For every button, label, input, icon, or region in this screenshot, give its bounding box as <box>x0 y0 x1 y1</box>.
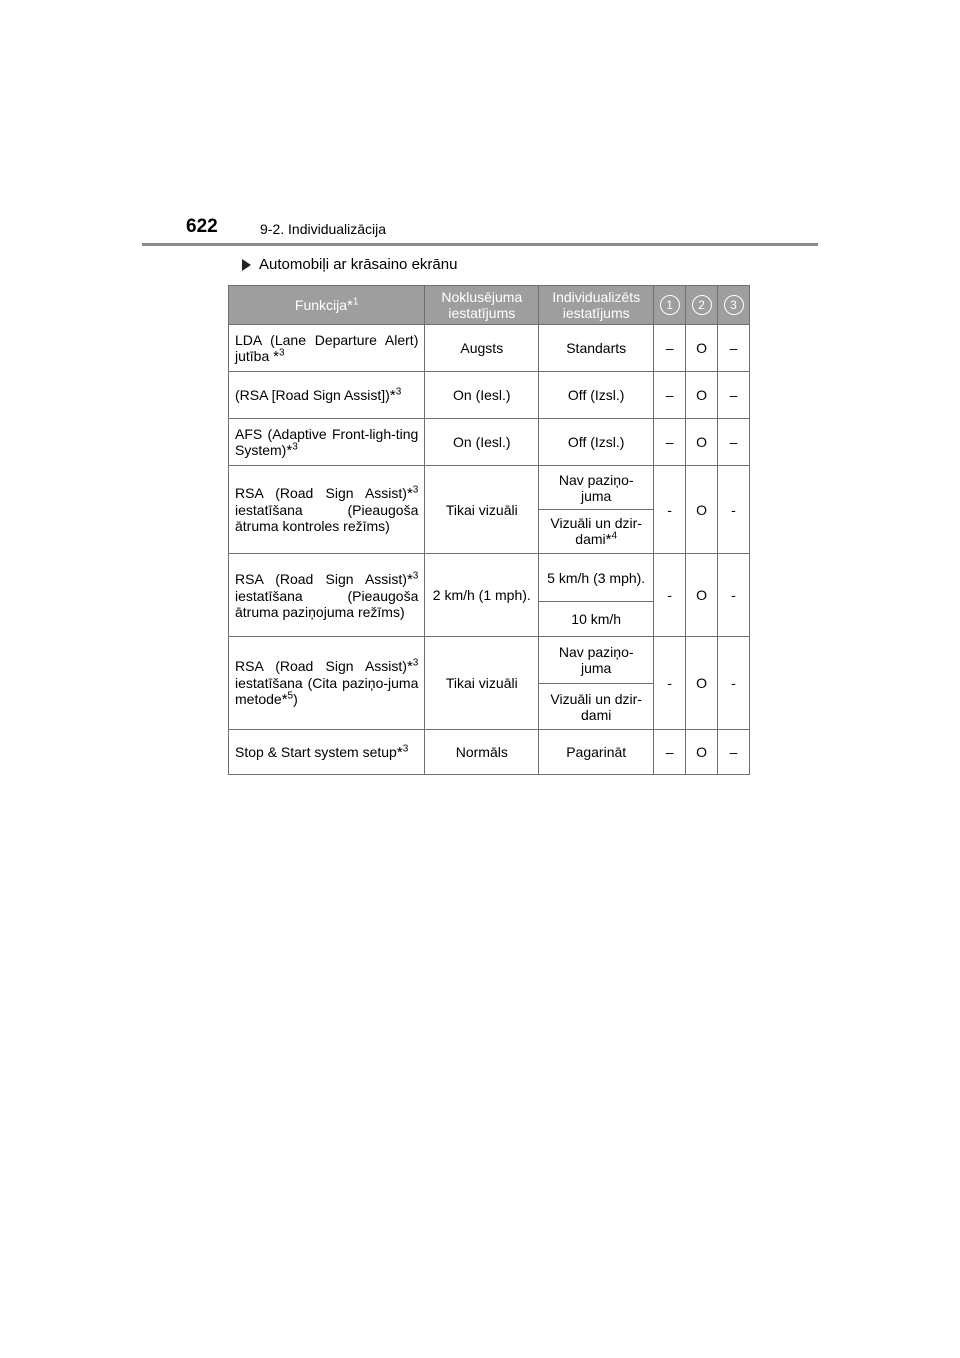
asterisk-icon: * <box>406 485 413 502</box>
subheading-text: Automobiļi ar krāsaino ekrānu <box>259 256 458 273</box>
custom-cell: Standarts <box>539 325 654 372</box>
header-col-3 <box>718 286 750 325</box>
function-cell: RSA (Road Sign Assist)*$^3$ iestatīšana (Pieaugoša ātruma paziņojuma režīms) <box>229 554 425 637</box>
col3-cell: - <box>718 554 750 637</box>
asterisk-icon: * <box>605 531 612 548</box>
col2-cell: O <box>686 466 718 554</box>
col1-cell: - <box>654 554 686 637</box>
table-header-row <box>229 286 750 325</box>
circled-number-icon: 2 <box>692 295 712 315</box>
col2-cell: O <box>686 372 718 419</box>
asterisk-icon: * <box>406 570 413 588</box>
col1-cell: – <box>654 372 686 419</box>
table-row <box>229 730 750 775</box>
default-cell: Augsts <box>425 325 539 372</box>
function-cell: LDA (Lane Departure Alert) jutība *$^3$ <box>229 325 425 372</box>
section-title: 9-2. Individualizācija <box>260 221 387 237</box>
col1-cell: - <box>654 466 686 554</box>
function-cell: Stop & Start system setup*$^3$ <box>229 730 425 775</box>
asterisk-icon: * <box>406 658 413 675</box>
table-row <box>229 466 750 510</box>
col3-cell: - <box>718 637 750 730</box>
custom-cell: 5 km/h (3 mph). <box>539 554 654 602</box>
table-row <box>229 372 750 419</box>
custom-cell: Pagarināt <box>539 730 654 775</box>
custom-cell: Off (Izsl.) <box>539 419 654 466</box>
col3-cell: – <box>718 419 750 466</box>
settings-table <box>228 285 750 775</box>
function-cell: AFS (Adaptive Front-ligh-ting System)*$^3$ <box>229 419 425 466</box>
table-row <box>229 637 750 684</box>
asterisk-icon: * <box>347 296 353 314</box>
default-cell: Normāls <box>425 730 539 775</box>
function-cell: RSA (Road Sign Assist)*$^3$ iestatīšana (Pieaugoša ātruma kontroles režīms) <box>229 466 425 554</box>
subheading <box>242 256 457 273</box>
col3-cell: - <box>718 466 750 554</box>
default-cell: 2 km/h (1 mph). <box>425 554 539 637</box>
col3-cell: – <box>718 730 750 775</box>
table-row <box>229 554 750 602</box>
page-number: 622 <box>186 216 218 237</box>
circled-number-icon: 3 <box>724 295 744 315</box>
custom-cell: Vizuāli un dzir-dami*$^4$ <box>539 510 654 554</box>
asterisk-icon: * <box>389 386 396 404</box>
default-cell: Tikai vizuāli <box>425 637 539 730</box>
custom-cell: Off (Izsl.) <box>539 372 654 419</box>
custom-cell: Nav paziņo-juma <box>539 637 654 684</box>
triangle-bullet-icon <box>242 259 251 271</box>
asterisk-icon: * <box>273 347 279 365</box>
default-cell: On (Iesl.) <box>425 419 539 466</box>
col2-cell: O <box>686 325 718 372</box>
default-cell: On (Iesl.) <box>425 372 539 419</box>
header-col-1 <box>654 286 686 325</box>
custom-cell: Nav paziņo-juma <box>539 466 654 510</box>
col2-cell: O <box>686 730 718 775</box>
header-col-2 <box>686 286 718 325</box>
header-custom: Individualizēts iestatījums <box>539 286 654 325</box>
header-function: Funkcija*$^1$ <box>229 286 425 325</box>
col2-cell: O <box>686 637 718 730</box>
asterisk-icon: * <box>396 743 403 761</box>
custom-cell: Vizuāli un dzir-dami <box>539 684 654 730</box>
default-cell: Tikai vizuāli <box>425 466 539 554</box>
col3-cell: – <box>718 325 750 372</box>
asterisk-icon: * <box>281 691 288 708</box>
col1-cell: - <box>654 637 686 730</box>
col2-cell: O <box>686 419 718 466</box>
function-cell: (RSA [Road Sign Assist])*$^3$ <box>229 372 425 419</box>
col2-cell: O <box>686 554 718 637</box>
col1-cell: – <box>654 419 686 466</box>
col1-cell: – <box>654 730 686 775</box>
function-cell: RSA (Road Sign Assist)*$^3$ iestatīšana (Cita paziņo-juma metode*$^5$) <box>229 637 425 730</box>
col1-cell: – <box>654 325 686 372</box>
asterisk-icon: * <box>286 441 293 459</box>
table-row <box>229 419 750 466</box>
circled-number-icon: 1 <box>660 295 680 315</box>
header-default: Noklusējuma iestatījums <box>425 286 539 325</box>
col3-cell: – <box>718 372 750 419</box>
custom-cell: 10 km/h <box>539 602 654 637</box>
header-divider <box>142 243 818 246</box>
table-row <box>229 325 750 372</box>
